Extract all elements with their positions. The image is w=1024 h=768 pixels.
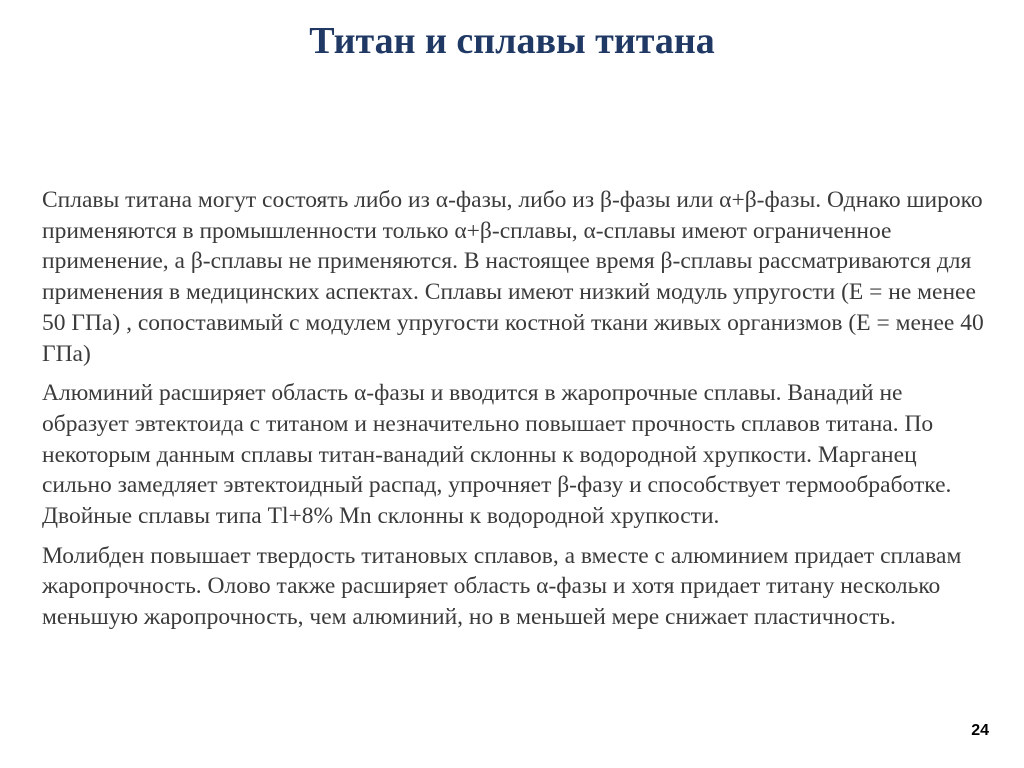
paragraph-molybdenum-tin: Молибден повышает твердость титановых сплавов, а вместе с алюминием придает сплавам жаропрочность. Олово также расширяет область α-фазы и хотя придает титану несколько меньшую жаропрочность, чем алюминий, но в меньшей мере снижает пластичность.: [42, 542, 962, 631]
paragraph-aluminum-vanadium-manganese: Алюминий расширяет область α-фазы и вводится в жаропрочные сплавы. Ванадий не образует эвтектоида с титаном и незначительно повышает прочность сплавов титана. По некоторым данным сплавы титан-ванадий склонны к водородной хрупкости. Марганец сильно замедляет эвтектоидный распад, упрочняет β-фазу и способствует термообработке. Двойные сплавы типа Тl+8% Мn склонны к водородной хрупкости.: [42, 380, 952, 530]
slide-body: [42, 185, 987, 642]
slide-title: Титан и сплавы титана: [309, 20, 715, 62]
page-number: 24: [971, 722, 989, 739]
paragraph-titanium-alloys-phases: Сплавы титана могут состоять либо из α-фазы, либо из β-фазы или α+β-фазы. Однако широко применяются в промышленности только α+β-сплавы, α-сплавы имеют ограниченное применение, а β-сплавы не применяются. В настоящее время β-сплавы рассматриваются для применения в медицинских аспектах. Сплавы имеют низкий модуль упругости (Е = не менее 50 ГПа) , сопоставимый с модулем упругости костной ткани живых организмов (Е = менее 40 ГПа): [42, 187, 984, 367]
